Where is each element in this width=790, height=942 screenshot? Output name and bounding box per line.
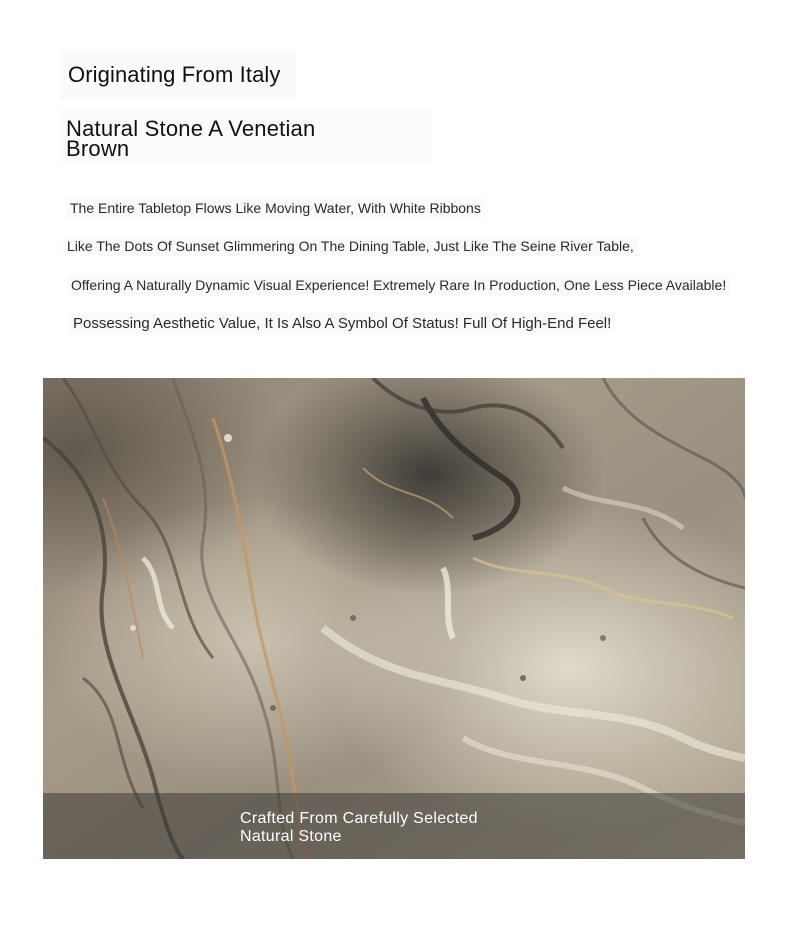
subtitle-panel	[60, 50, 296, 100]
description-line-2: Like The Dots Of Sunset Glimmering On The Dining Table, Just Like The Seine River Table,	[63, 236, 638, 256]
caption-overlay	[43, 793, 745, 859]
origin-subtitle: Originating From Italy	[68, 62, 281, 87]
image-caption: Crafted From Carefully Selected Natural Stone	[240, 810, 478, 845]
description-line-4: Possessing Aesthetic Value, It Is Also A Symbol Of Status! Full Of High-End Feel!	[69, 313, 615, 334]
description-line-3: Offering A Naturally Dynamic Visual Experience! Extremely Rare In Production, One Less Piece Available!	[67, 275, 730, 295]
page-title: Natural Stone A Venetian Brown	[66, 116, 316, 161]
description-line-1: The Entire Tabletop Flows Like Moving Water, With White Ribbons	[66, 198, 485, 218]
marble-stone-image	[43, 378, 745, 859]
marble-texture	[43, 378, 745, 859]
title-panel	[60, 110, 432, 164]
